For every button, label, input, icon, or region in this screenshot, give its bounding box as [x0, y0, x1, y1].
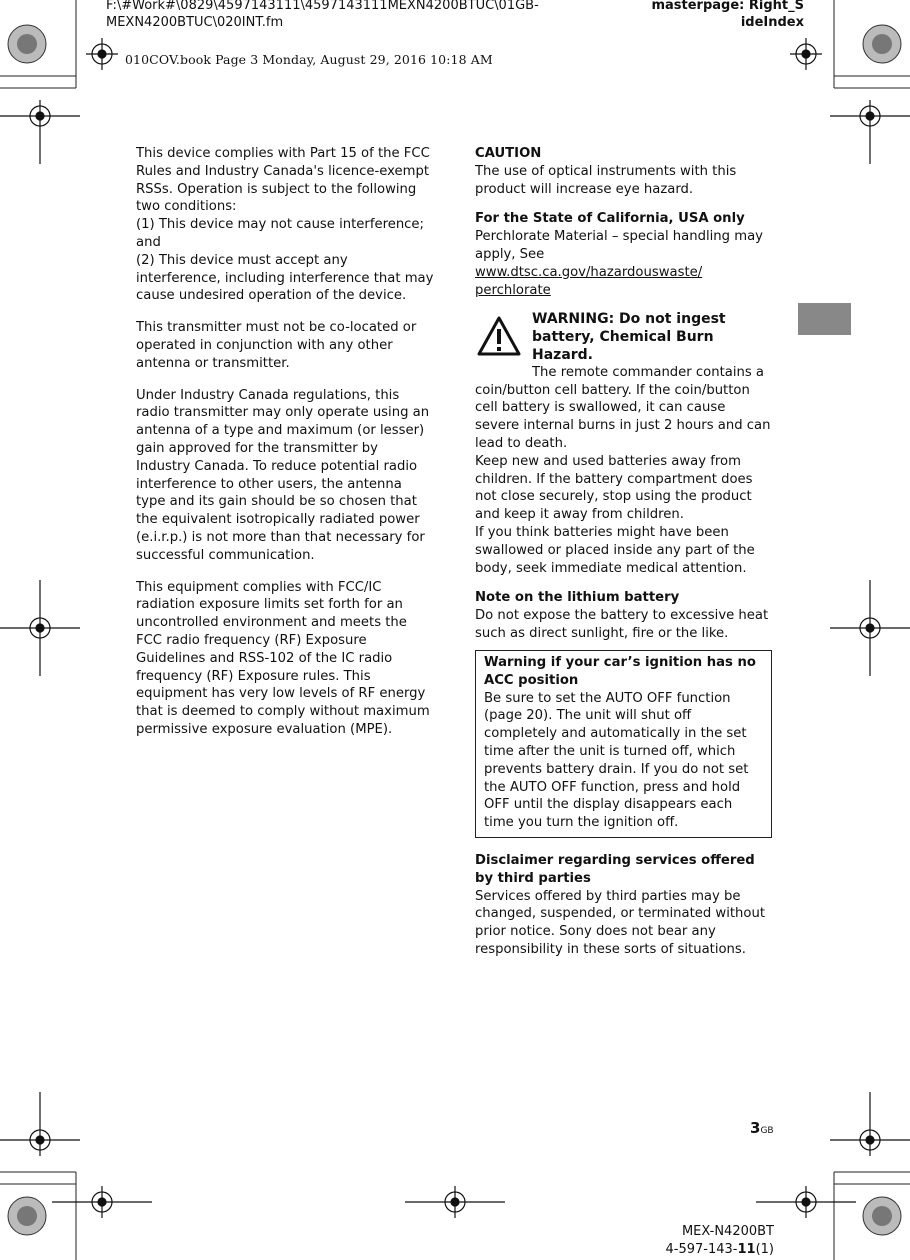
battery-warning-section [475, 311, 773, 577]
masterpage-line-2: ideIndex [740, 15, 804, 30]
book-info-line: 010COV.book Page 3 Monday, August 29, 2016 10:18 AM [125, 52, 493, 67]
california-heading: For the State of California, USA only [475, 211, 745, 227]
condition-2: (2) This device must accept any interference, including interference that may cause undesired operation of the device. [136, 252, 434, 304]
ignition-text: Be sure to set the AUTO OFF function (page 20). The unit will shut off completely and automatically in the set time after the unit is turned off, which prevents battery drain. If you do not set the AUTO OFF function, press and hold OFF until the display disappears each time you turn the ignition off. [484, 690, 749, 831]
ignition-warning-box [475, 650, 772, 838]
disclaimer-section [475, 852, 773, 959]
dtsc-link-cont[interactable]: perchlorate [475, 282, 551, 298]
lithium-section [475, 589, 773, 642]
fcc-compliance-text: This device complies with Part 15 of the FCC Rules and Industry Canada's licence-exempt RSSs. Operation is subject to the following two conditions: [136, 146, 430, 215]
file-path-line-1: F:\#Work#\0829\4597143111\4597143111MEXN4200BTUC\01GB- [106, 0, 539, 13]
part-number-suffix: (1) [755, 1242, 774, 1257]
file-path [106, 0, 546, 31]
caution-heading: CAUTION [475, 146, 542, 161]
section-tab-marker [798, 303, 851, 335]
caution-section [475, 145, 773, 198]
california-text: Perchlorate Material – special handling may apply, See [475, 229, 763, 262]
disclaimer-heading: Disclaimer regarding services offered by third parties [475, 853, 755, 886]
right-column [475, 145, 773, 655]
colocation-paragraph: This transmitter must not be co-located or operated in conjunction with any other antenna or transmitter. [136, 320, 417, 371]
masterpage-line-1: masterpage: Right_S [651, 0, 804, 13]
ignition-heading: Warning if your car’s ignition has no ACC position [484, 655, 756, 688]
model-footer [600, 1223, 774, 1259]
california-section [475, 210, 773, 299]
page-language-suffix: GB [760, 1126, 774, 1136]
battery-warning-heading: WARNING: Do not ingest battery, Chemical Burn Hazard. [532, 311, 726, 363]
model-number: MEX-N4200BT [681, 1224, 774, 1239]
caution-text: The use of optical instruments with this product will increase eye hazard. [475, 163, 737, 197]
part-number [600, 1241, 774, 1259]
battery-warning-text-3: If you think batteries might have been swallowed or placed inside any part of the body, seek immediate medical attention. [475, 524, 755, 576]
lithium-heading: Note on the lithium battery [475, 590, 680, 606]
page-number [750, 1119, 774, 1137]
industry-canada-paragraph: Under Industry Canada regulations, this radio transmitter may only operate using an antenna of a type and maximum (or lesser) gain approved for the transmitter by Industry Canada. To reduce potential radio interference to other users, the antenna type and its gain should be so chosen that the equivalent isotropically radiated power (e.i.r.p.) is not more than that necessary for successful communication. [136, 387, 430, 563]
lithium-text: Do not expose the battery to excessive heat such as direct sunlight, fire or the like. [475, 608, 769, 641]
battery-warning-text-1: The remote commander contains a coin/button cell battery. If the coin/button cell battery is swallowed, it can cause severe internal burns in just 2 hours and can lead to death. [475, 364, 771, 451]
part-number-prefix: 4-597-143- [665, 1242, 738, 1257]
rf-exposure-paragraph: This equipment complies with FCC/IC radiation exposure limits set forth for an uncontrolled environment and meets the FCC radio frequency (RF) Exposure Guidelines and RSS-102 of the IC radio frequency (RF) Exposure rules. This equipment has very low levels of RF energy that is deemed to comply without maximum permissive exposure evaluation (MPE). [136, 579, 430, 737]
battery-warning-text-2: Keep new and used batteries away from children. If the battery compartment does not close securely, stop using the product and keep it away from children. [475, 453, 753, 523]
left-column [136, 145, 434, 753]
disclaimer-text: Services offered by third parties may be changed, suspended, or terminated without prior notice. Sony does not bear any responsibility in these sorts of situations. [475, 888, 765, 957]
masterpage-label [610, 0, 804, 31]
page-number-value: 3 [750, 1119, 761, 1137]
dtsc-link[interactable]: www.dtsc.ca.gov/hazardouswaste/ [475, 264, 703, 280]
warning-triangle-icon [477, 316, 521, 356]
condition-1: (1) This device may not cause interference; and [136, 217, 424, 250]
part-number-revision: 11 [737, 1242, 756, 1257]
file-path-line-2: MEXN4200BTUC\020INT.fm [106, 15, 284, 30]
fcc-compliance-paragraph [136, 145, 434, 305]
